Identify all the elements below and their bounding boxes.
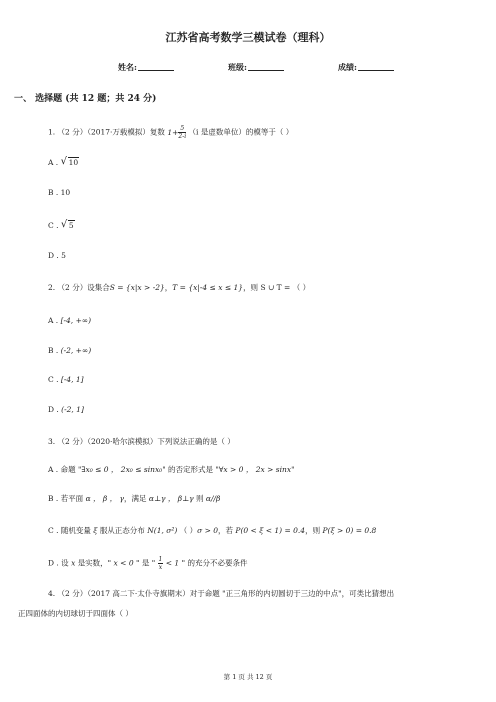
q3-opt-d-text-a: D . 设: [48, 558, 69, 568]
q3-opt-d-text-c: " 是 ": [135, 558, 156, 568]
q3-opt-b-math-3: α//β: [205, 494, 221, 503]
q3-opt-c-math-1: ξ: [93, 526, 98, 535]
q1-option-a: [48, 158, 79, 167]
class-label: 班级:: [228, 62, 247, 72]
q3-opt-b-text-a: B . 若平面: [48, 494, 84, 503]
name-blank: [138, 62, 174, 71]
q3-opt-b-math-1: α ， β ， γ: [85, 494, 124, 503]
q3-opt-c-math-5: P(ξ > 0) = 0.8: [322, 526, 377, 535]
q2-set-t: T = {x|-4 ≤ x ≤ 1}: [172, 283, 244, 292]
score-blank: [358, 62, 394, 71]
q1-opt-c-sqrt: [61, 221, 75, 230]
q1-expr-pre: 1+: [167, 127, 179, 137]
name-field: [118, 62, 174, 73]
q2-option-b: [48, 346, 91, 355]
q3-option-d: [48, 556, 247, 571]
q3-opt-c-math-4: P(0 < ξ < 1) = 0.4: [235, 526, 306, 535]
q3-opt-c-math-3: σ > 0: [197, 526, 219, 535]
q1-stem-a: 1. （2 分）（2017·万载模拟）复数: [48, 127, 165, 137]
q1-frac-num: 5: [180, 125, 185, 132]
q2-opt-a-label: A .: [48, 316, 59, 325]
q1-opt-a-radicand: 10: [68, 158, 79, 167]
q2-opt-b-label: B .: [48, 346, 59, 355]
q3-opt-c-text-b: 服从正态分布: [99, 526, 145, 535]
class-blank: [248, 62, 284, 71]
q1-option-d: D . 5: [48, 251, 66, 260]
q3-opt-c-text-d: ，若: [218, 526, 234, 535]
score-field: [338, 62, 394, 73]
q3-opt-d-frac-num: 1: [158, 556, 163, 563]
sqrt-icon: √: [60, 219, 68, 230]
sqrt-icon: √: [60, 156, 67, 167]
q3-opt-d-math-3: < 1: [165, 558, 180, 568]
page-title: 江苏省高考数学三模试卷（理科）: [165, 31, 331, 44]
q3-opt-d-frac-den: x: [158, 564, 163, 571]
q3-opt-d-text-b: 是实数，": [77, 558, 112, 568]
q3-opt-c-text-c: （ ）: [179, 526, 198, 535]
question-4-line-2: 正四面体的内切球切于四面体（ ）: [18, 609, 133, 618]
question-4-line-1: 4. （2 分）（2017 高二下·太仆寺旗期末）对于命题 "正三角形的内切圆切于三边的中点"，可类比猜想出: [48, 589, 395, 598]
q3-opt-c-text-e: ，则: [305, 526, 321, 535]
q3-option-c: [48, 525, 376, 536]
q3-opt-c-text-a: C . 随机变量: [48, 526, 91, 535]
q3-opt-a-text-b: " 的否定形式是 ": [162, 465, 219, 474]
q3-opt-c-math-2: N(1, σ²): [147, 526, 178, 535]
q2-opt-c-value: [-4, 1]: [60, 375, 84, 384]
q1-opt-c-radicand: 5: [68, 221, 74, 230]
q2-opt-d-label: D .: [48, 405, 59, 414]
q1-opt-a-label: A .: [48, 158, 59, 167]
question-1: [48, 125, 293, 140]
section-heading: 一、 选择题 (共 12 题；共 24 分): [14, 94, 157, 104]
question-2: 2. （2 分）设集合S = {x|x > -2}，T = {x|-4 ≤ x ≤ 1}，则 S ∪ T = （ ）: [48, 283, 311, 292]
q1-opt-a-sqrt: [61, 158, 80, 167]
q2-option-c: [48, 375, 84, 384]
q3-option-b: [48, 493, 220, 504]
q2-option-d: [48, 405, 84, 414]
q1-option-c: [48, 221, 75, 230]
q3-opt-d-fraction: [158, 556, 164, 571]
q3-opt-b-text-c: 则: [196, 494, 204, 503]
q1-option-b: B . 10: [48, 188, 71, 197]
q3-opt-b-math-2: α⊥γ ， β⊥γ: [148, 494, 194, 503]
q3-opt-d-text-d: " 的充分不必要条件: [181, 558, 248, 568]
question-3: 3. （2 分）（2020·哈尔滨模拟）下列说法正确的是（ ）: [48, 437, 235, 446]
q3-opt-b-text-b: ，满足: [123, 494, 147, 503]
q1-fraction: [178, 125, 186, 140]
q3-opt-a-text-c: ": [291, 465, 295, 474]
q2-stem-a: 2. （2 分）设集合: [48, 283, 110, 292]
q3-opt-d-math-1: x: [71, 558, 76, 568]
q3-opt-a-text-a: A . 命题 ": [48, 465, 82, 474]
q2-set-s: S = {x|x > -2}: [109, 283, 165, 292]
q3-opt-d-math-2: x < 0: [113, 558, 134, 568]
q1-frac-den: 2-i: [178, 133, 187, 140]
q1-expression: [167, 125, 188, 140]
q2-opt-c-label: C .: [48, 375, 59, 384]
q2-opt-d-value: (-2, 1]: [61, 405, 84, 414]
score-label: 成绩:: [338, 62, 357, 72]
q2-option-a: [48, 316, 91, 325]
q3-opt-a-math-2: ∀x > 0 ， 2x > sinx: [218, 465, 292, 474]
q1-opt-c-label: C .: [48, 221, 59, 230]
q2-opt-a-value: [-4, +∞): [60, 316, 92, 325]
q3-option-a: [48, 464, 295, 475]
name-label: 姓名:: [118, 62, 137, 72]
q3-opt-a-math-1: ∃x₀ ≤ 0 ， 2x₀ ≤ sinx₀: [81, 465, 163, 474]
class-field: [228, 62, 284, 73]
page-footer: 第 1 页 共 12 页: [223, 673, 273, 681]
q2-opt-b-value: (-2, +∞): [60, 346, 92, 355]
q2-stem-b: ，则 S ∪ T = （ ）: [243, 283, 311, 292]
q1-stem-b: （i 是虚数单位）的模等于（ ）: [188, 127, 294, 137]
